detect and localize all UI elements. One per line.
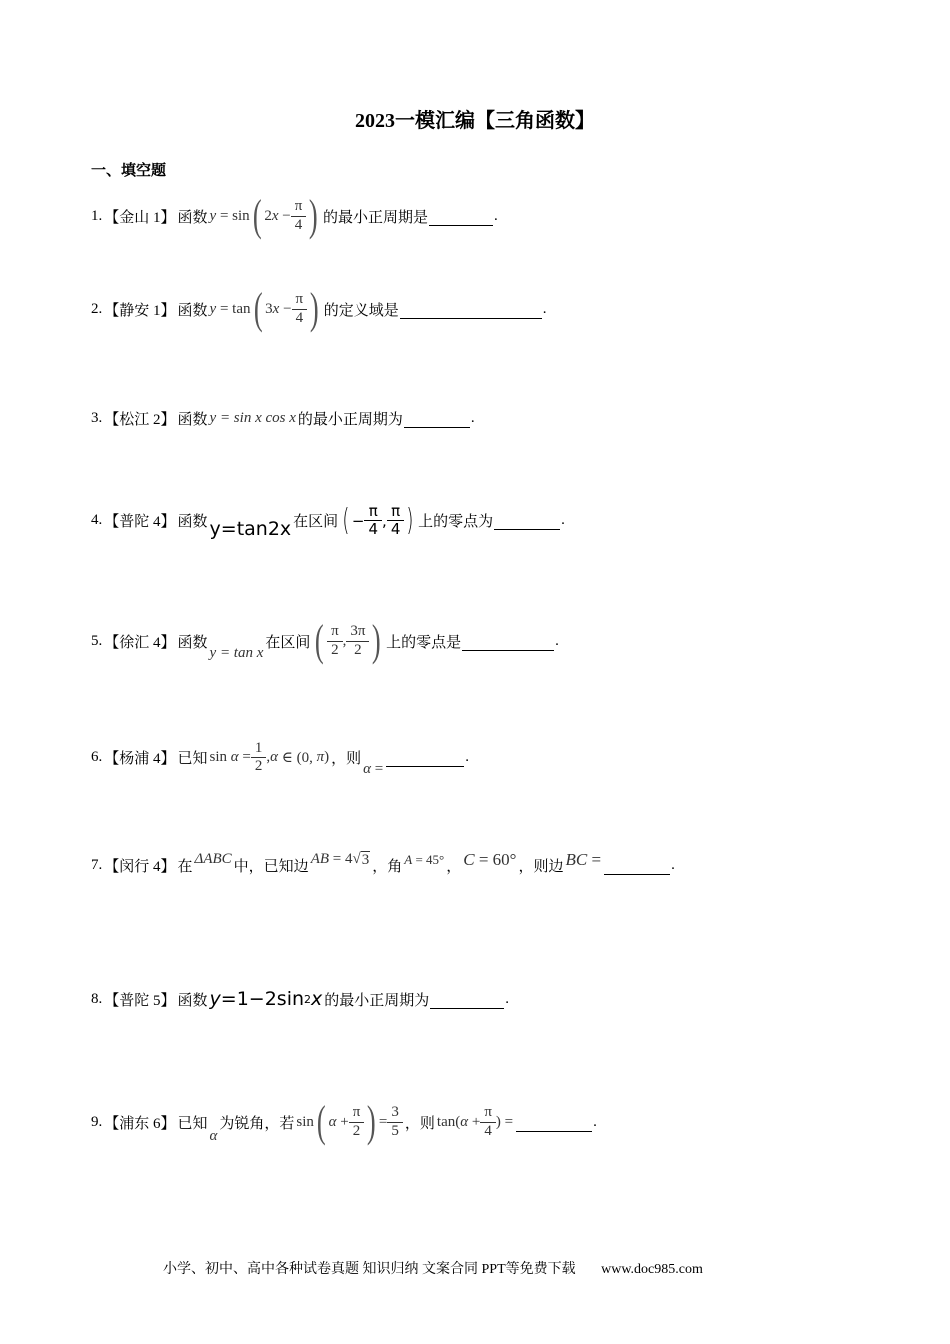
question-text: 在区间 — [265, 634, 311, 651]
answer-blank[interactable] — [386, 752, 464, 767]
question-number: 5. — [91, 632, 103, 649]
question-number: 7. — [91, 857, 103, 873]
question-number: 8. — [91, 990, 103, 1007]
question-9 — [91, 1097, 597, 1146]
question-3 — [91, 408, 475, 429]
question-4 — [91, 503, 565, 539]
section-heading: 一、填空题 — [91, 163, 167, 179]
formula: y=tan2x — [209, 517, 292, 540]
formula: A = 45° — [404, 851, 445, 867]
period: . — [671, 857, 675, 873]
question-number: 3. — [91, 410, 103, 426]
question-text: 函数 — [177, 412, 208, 428]
interval: ( $\frac{\pi}{2}$ , $\frac{3\pi}{2}$ ) — [315, 616, 382, 665]
question-5 — [91, 616, 559, 665]
question-text: 已知 — [177, 1115, 208, 1132]
question-number: 9. — [91, 1113, 103, 1130]
question-text: 中，已知边 — [233, 859, 309, 875]
question-text: ，角 — [372, 859, 403, 875]
question-7 — [91, 849, 675, 876]
question-text: 函数 — [177, 634, 208, 651]
answer-blank[interactable] — [604, 860, 670, 875]
answer-blank[interactable] — [404, 413, 470, 428]
question-source: 【金山 1】 — [104, 209, 176, 226]
question-text: 函数 — [177, 302, 208, 319]
formula: tan( α + $\frac{\pi}{4}$ ) = — [436, 1104, 514, 1139]
question-source: 【松江 2】 — [104, 412, 176, 428]
formula: ΔABC — [194, 851, 232, 867]
answer-blank[interactable] — [429, 211, 493, 226]
answer-blank[interactable] — [400, 304, 542, 319]
question-text: 的最小正周期是 — [322, 209, 428, 226]
question-text: 的最小正周期为 — [324, 992, 430, 1009]
formula: BC = — [565, 849, 602, 869]
period: . — [470, 410, 475, 426]
answer-blank[interactable] — [462, 636, 554, 651]
period: . — [493, 207, 498, 224]
question-text: 上的零点为 — [418, 514, 494, 531]
period: . — [593, 1113, 597, 1130]
formula: y = tan ( 3 x − $\frac{\pi}{4}$ ) — [209, 284, 319, 333]
question-number: 1. — [91, 207, 103, 224]
formula: C = 60° — [463, 849, 517, 869]
footer — [163, 1258, 703, 1278]
question-6 — [91, 740, 469, 776]
question-text: ，则边 — [518, 859, 564, 875]
question-source: 【普陀 4】 — [104, 514, 176, 531]
question-source: 【闵行 4】 — [104, 859, 176, 875]
question-number: 6. — [91, 749, 103, 766]
formula: AB = 4√ 3 — [310, 851, 370, 868]
answer-blank[interactable] — [516, 1117, 592, 1132]
question-number: 4. — [91, 512, 103, 529]
question-number: 2. — [91, 300, 103, 317]
formula: sin ( α + $\frac{\pi}{2}$ ) = $\frac{3}{5}$ — [296, 1100, 402, 1144]
question-text: 已知 — [177, 751, 208, 768]
question-source: 【浦东 6】 — [104, 1115, 176, 1132]
question-source: 【普陀 5】 — [104, 992, 176, 1009]
question-source: 【杨浦 4】 — [104, 751, 176, 768]
question-text: 函数 — [177, 209, 208, 226]
footer-link[interactable]: www.doc985.com — [601, 1262, 703, 1277]
interval: ( − $\frac{\pi}{4}$ , $\frac{\pi}{4}$ ) — [342, 502, 414, 539]
question-text: ，则 — [404, 1115, 435, 1132]
question-text: 上的零点是 — [386, 634, 462, 651]
answer-blank[interactable] — [494, 515, 560, 530]
question-text: ，则 — [331, 751, 362, 768]
question-text: 在 — [177, 859, 193, 875]
question-8 — [91, 988, 509, 1010]
period: . — [542, 300, 547, 317]
period: . — [505, 990, 510, 1007]
question-1 — [91, 191, 498, 240]
question-text: 在区间 — [293, 514, 339, 531]
question-text: ， — [446, 859, 462, 875]
answer-blank[interactable] — [430, 994, 504, 1009]
formula: y = sin ( 2 x − $\frac{\pi}{4}$ ) — [209, 191, 319, 240]
footer-text: 小学、初中、高中各种试卷真题 知识归纳 文案合同 PPT等免费下载 — [163, 1262, 576, 1277]
question-text: 的定义域是 — [323, 302, 399, 319]
formula: α — [209, 1127, 218, 1144]
formula: α = — [363, 761, 384, 778]
question-text: 的最小正周期为 — [297, 412, 403, 428]
question-text: 函数 — [177, 514, 208, 531]
formula: y = sin x cos x — [209, 410, 296, 426]
question-text: 函数 — [177, 992, 208, 1009]
period: . — [561, 512, 565, 529]
question-source: 【徐汇 4】 — [104, 634, 176, 651]
period: . — [465, 749, 469, 766]
question-source: 【静安 1】 — [104, 302, 176, 319]
formula: sin α = $\frac{1}{2}$ , α ∈ (0, π ) — [209, 740, 330, 775]
period: . — [555, 632, 559, 649]
page-title: 2023一模汇编【三角函数】 — [355, 110, 595, 132]
question-text: 为锐角，若 — [219, 1115, 295, 1132]
formula: y =1−2sin 2 x — [209, 988, 323, 1010]
question-2 — [91, 284, 547, 333]
formula: y = tan x — [209, 644, 264, 661]
